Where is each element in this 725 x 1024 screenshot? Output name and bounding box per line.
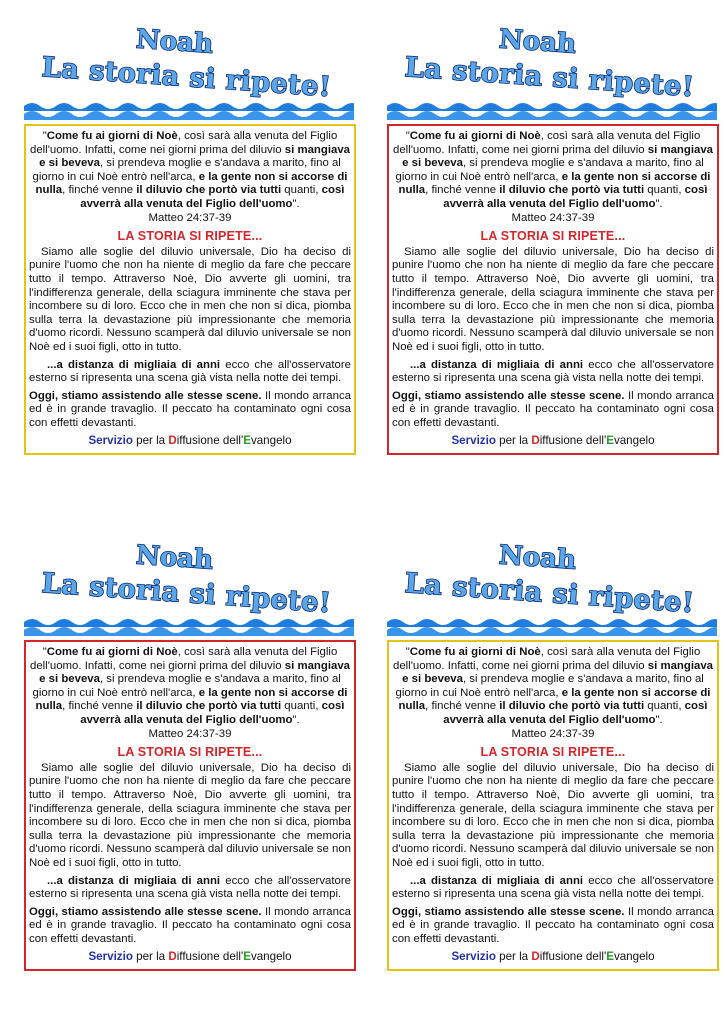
paragraph-2: ...a distanza di migliaia di anni ecco che all'osservatore esterno si ripresenta una scena già vista nella notte dei tempi. — [392, 874, 714, 901]
title-noah: Noah — [135, 24, 214, 60]
flyer-text-box — [24, 124, 356, 455]
title-subtitle: La storia si ripete! — [40, 51, 333, 104]
footer-credit: Servizio per la Diffusione dell'Evangelo — [451, 434, 655, 448]
bible-quote: "Come fu ai giorni di Noè, così sarà alla venuta del Figlio dell'uomo. Infatti, come nei giorni prima del diluvio si mangiava e si beveva, si prendeva moglie e s'andava a marito, fino al giorno in cui Noè entrò nell'arca, e la gente non si accorse di nulla, finché venne il diluvio che portò via tutti quanti, così avverrà alla venuta del Figlio dell'uomo". — [29, 646, 350, 726]
section-heading: LA STORIA SI RIPETE... — [117, 229, 263, 244]
paragraph-1: Siamo alle soglie del diluvio universale, Dio ha deciso di punire l'uomo che non ha niente di meglio da fare che peccare tutto il tempo. Attraverso Noè, Dio avverte gli uomini, tra l'indifferenza generale, della sciagura imminente che stava per incombere su di loro. Ecco che in men che non si dica, piomba sulla terra la devastazione più impressionante che memoria d'uomo ricordi. Nessuno scamperà dal diluvio universale se non Noè ed i suoi figli, otto in tutto. — [29, 245, 351, 353]
title-wordart — [24, 530, 354, 622]
paragraph-1: Siamo alle soglie del diluvio universale, Dio ha deciso di punire l'uomo che non ha niente di meglio da fare che peccare tutto il tempo. Attraverso Noè, Dio avverte gli uomini, tra l'indifferenza generale, della sciagura imminente che stava per incombere su di loro. Ecco che in men che non si dica, piomba sulla terra la devastazione più impressionante che memoria d'uomo ricordi. Nessuno scamperà dal diluvio universale se non Noè ed i suoi figli, otto in tutto. — [29, 761, 351, 869]
paragraph-1: Siamo alle soglie del diluvio universale, Dio ha deciso di punire l'uomo che non ha niente di meglio da fare che peccare tutto il tempo. Attraverso Noè, Dio avverte gli uomini, tra l'indifferenza generale, della sciagura imminente che stava per incombere su di loro. Ecco che in men che non si dica, piomba sulla terra la devastazione più impressionante che memoria d'uomo ricordi. Nessuno scamperà dal diluvio universale se non Noè ed i suoi figli, otto in tutto. — [392, 761, 714, 869]
title-noah: Noah — [135, 540, 214, 576]
footer-credit: Servizio per la Diffusione dell'Evangelo — [88, 950, 292, 964]
title-noah: Noah — [498, 24, 577, 60]
title-noah: Noah — [498, 540, 577, 576]
bible-quote: "Come fu ai giorni di Noè, così sarà alla venuta del Figlio dell'uomo. Infatti, come nei giorni prima del diluvio si mangiava e si beveva, si prendeva moglie e s'andava a marito, fino al giorno in cui Noè entrò nell'arca, e la gente non si accorse di nulla, finché venne il diluvio che portò via tutti quanti, così avverrà alla venuta del Figlio dell'uomo". — [392, 130, 713, 210]
bible-quote: "Come fu ai giorni di Noè, così sarà alla venuta del Figlio dell'uomo. Infatti, come nei giorni prima del diluvio si mangiava e si beveva, si prendeva moglie e s'andava a marito, fino al giorno in cui Noè entrò nell'arca, e la gente non si accorse di nulla, finché venne il diluvio che portò via tutti quanti, così avverrà alla venuta del Figlio dell'uomo". — [392, 646, 713, 726]
flyer-text-box — [24, 640, 356, 971]
flyer-title — [387, 530, 717, 622]
flyer-text-box — [387, 124, 719, 455]
bible-quote: "Come fu ai giorni di Noè, così sarà alla venuta del Figlio dell'uomo. Infatti, come nei giorni prima del diluvio si mangiava e si beveva, si prendeva moglie e s'andava a marito, fino al giorno in cui Noè entrò nell'arca, e la gente non si accorse di nulla, finché venne il diluvio che portò via tutti quanti, così avverrà alla venuta del Figlio dell'uomo". — [29, 130, 350, 210]
flyer-bottom-right — [387, 530, 717, 964]
flyer-bottom-left — [24, 530, 354, 964]
title-wordart — [24, 14, 354, 106]
title-subtitle: La storia si ripete! — [40, 567, 333, 620]
quote-reference: Matteo 24:37-39 — [511, 211, 595, 224]
title-subtitle: La storia si ripete! — [403, 51, 696, 104]
wave-decoration — [24, 100, 354, 122]
footer-credit: Servizio per la Diffusione dell'Evangelo — [88, 434, 292, 448]
paragraph-1: Siamo alle soglie del diluvio universale, Dio ha deciso di punire l'uomo che non ha niente di meglio da fare che peccare tutto il tempo. Attraverso Noè, Dio avverte gli uomini, tra l'indifferenza generale, della sciagura imminente che stava per incombere su di loro. Ecco che in men che non si dica, piomba sulla terra la devastazione più impressionante che memoria d'uomo ricordi. Nessuno scamperà dal diluvio universale se non Noè ed i suoi figli, otto in tutto. — [392, 245, 714, 353]
flyer-title — [24, 530, 354, 622]
footer-credit: Servizio per la Diffusione dell'Evangelo — [451, 950, 655, 964]
title-wordart — [387, 14, 717, 106]
wave-decoration — [387, 100, 717, 122]
title-wordart — [387, 530, 717, 622]
quote-reference: Matteo 24:37-39 — [148, 727, 232, 740]
title-subtitle: La storia si ripete! — [403, 567, 696, 620]
quote-reference: Matteo 24:37-39 — [148, 211, 232, 224]
quote-reference: Matteo 24:37-39 — [511, 727, 595, 740]
paragraph-3: Oggi, stiamo assistendo alle stesse scene. Il mondo arranca ed è in grande travaglio. Il peccato ha contaminato ogni cosa con effetti devastanti. — [29, 905, 352, 945]
paragraph-3: Oggi, stiamo assistendo alle stesse scene. Il mondo arranca ed è in grande travaglio. Il peccato ha contaminato ogni cosa con effetti devastanti. — [29, 389, 352, 429]
section-heading: LA STORIA SI RIPETE... — [117, 745, 263, 760]
flyer-title — [24, 14, 354, 106]
paragraph-2: ...a distanza di migliaia di anni ecco che all'osservatore esterno si ripresenta una scena già vista nella notte dei tempi. — [392, 358, 714, 385]
section-heading: LA STORIA SI RIPETE... — [480, 229, 626, 244]
wave-decoration — [24, 616, 354, 638]
flyer-title — [387, 14, 717, 106]
flyer-top-right — [387, 14, 717, 448]
flyer-text-box — [387, 640, 719, 971]
paragraph-3: Oggi, stiamo assistendo alle stesse scene. Il mondo arranca ed è in grande travaglio. Il peccato ha contaminato ogni cosa con effetti devastanti. — [392, 389, 715, 429]
wave-decoration — [387, 616, 717, 638]
paragraph-3: Oggi, stiamo assistendo alle stesse scene. Il mondo arranca ed è in grande travaglio. Il peccato ha contaminato ogni cosa con effetti devastanti. — [392, 905, 715, 945]
section-heading: LA STORIA SI RIPETE... — [480, 745, 626, 760]
paragraph-2: ...a distanza di migliaia di anni ecco che all'osservatore esterno si ripresenta una scena già vista nella notte dei tempi. — [29, 874, 351, 901]
flyer-top-left — [24, 14, 354, 448]
paragraph-2: ...a distanza di migliaia di anni ecco che all'osservatore esterno si ripresenta una scena già vista nella notte dei tempi. — [29, 358, 351, 385]
